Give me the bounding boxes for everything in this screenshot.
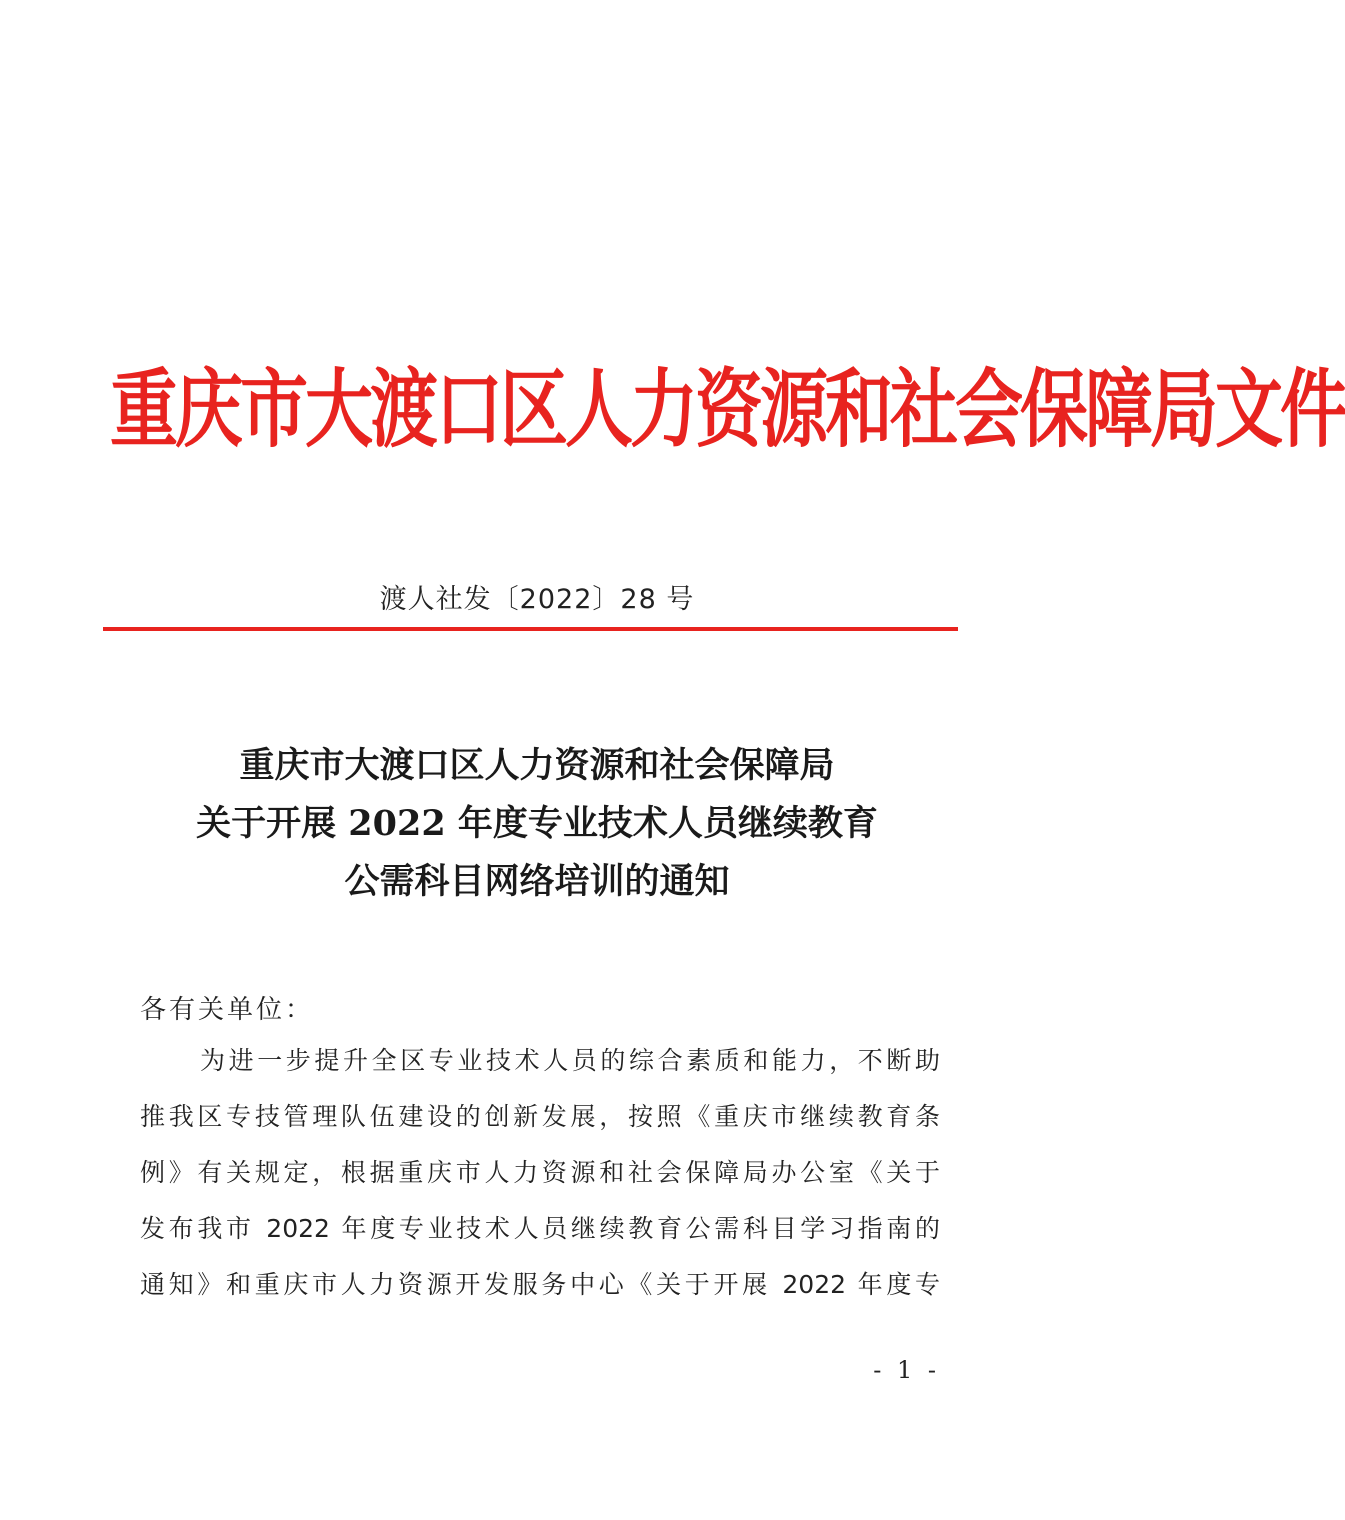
issuer-banner: 重庆市大渡口区人力资源和社会保障局文件 <box>110 360 1345 460</box>
body-paragraph <box>140 1041 940 1321</box>
body-line: 推我区专技管理队伍建设的创新发展，按照《重庆市继续教育条 <box>140 1102 940 1131</box>
body-line: 通知》和重庆市人力资源开发服务中心《关于开展 2022 年度专 <box>140 1270 940 1299</box>
page-number: - 1 - <box>873 1356 940 1384</box>
red-divider-rule <box>103 627 958 631</box>
title-line: 重庆市大渡口区人力资源和社会保障局 <box>239 745 835 786</box>
body-line: 例》有关规定，根据重庆市人力资源和社会保障局办公室《关于 <box>140 1158 940 1187</box>
document-number: 渡人社发〔2022〕28 号 <box>379 584 695 615</box>
document-title <box>0 737 1074 911</box>
title-line: 公需科目网络培训的通知 <box>344 861 730 902</box>
body-line: 为进一步提升全区专业技术人员的综合素质和能力，不断助 <box>200 1046 940 1075</box>
title-line: 关于开展 2022 年度专业技术人员继续教育 <box>196 803 878 844</box>
salutation: 各有关单位： <box>140 995 315 1025</box>
body-line: 发布我市 2022 年度专业技术人员继续教育公需科目学习指南的 <box>140 1214 940 1243</box>
